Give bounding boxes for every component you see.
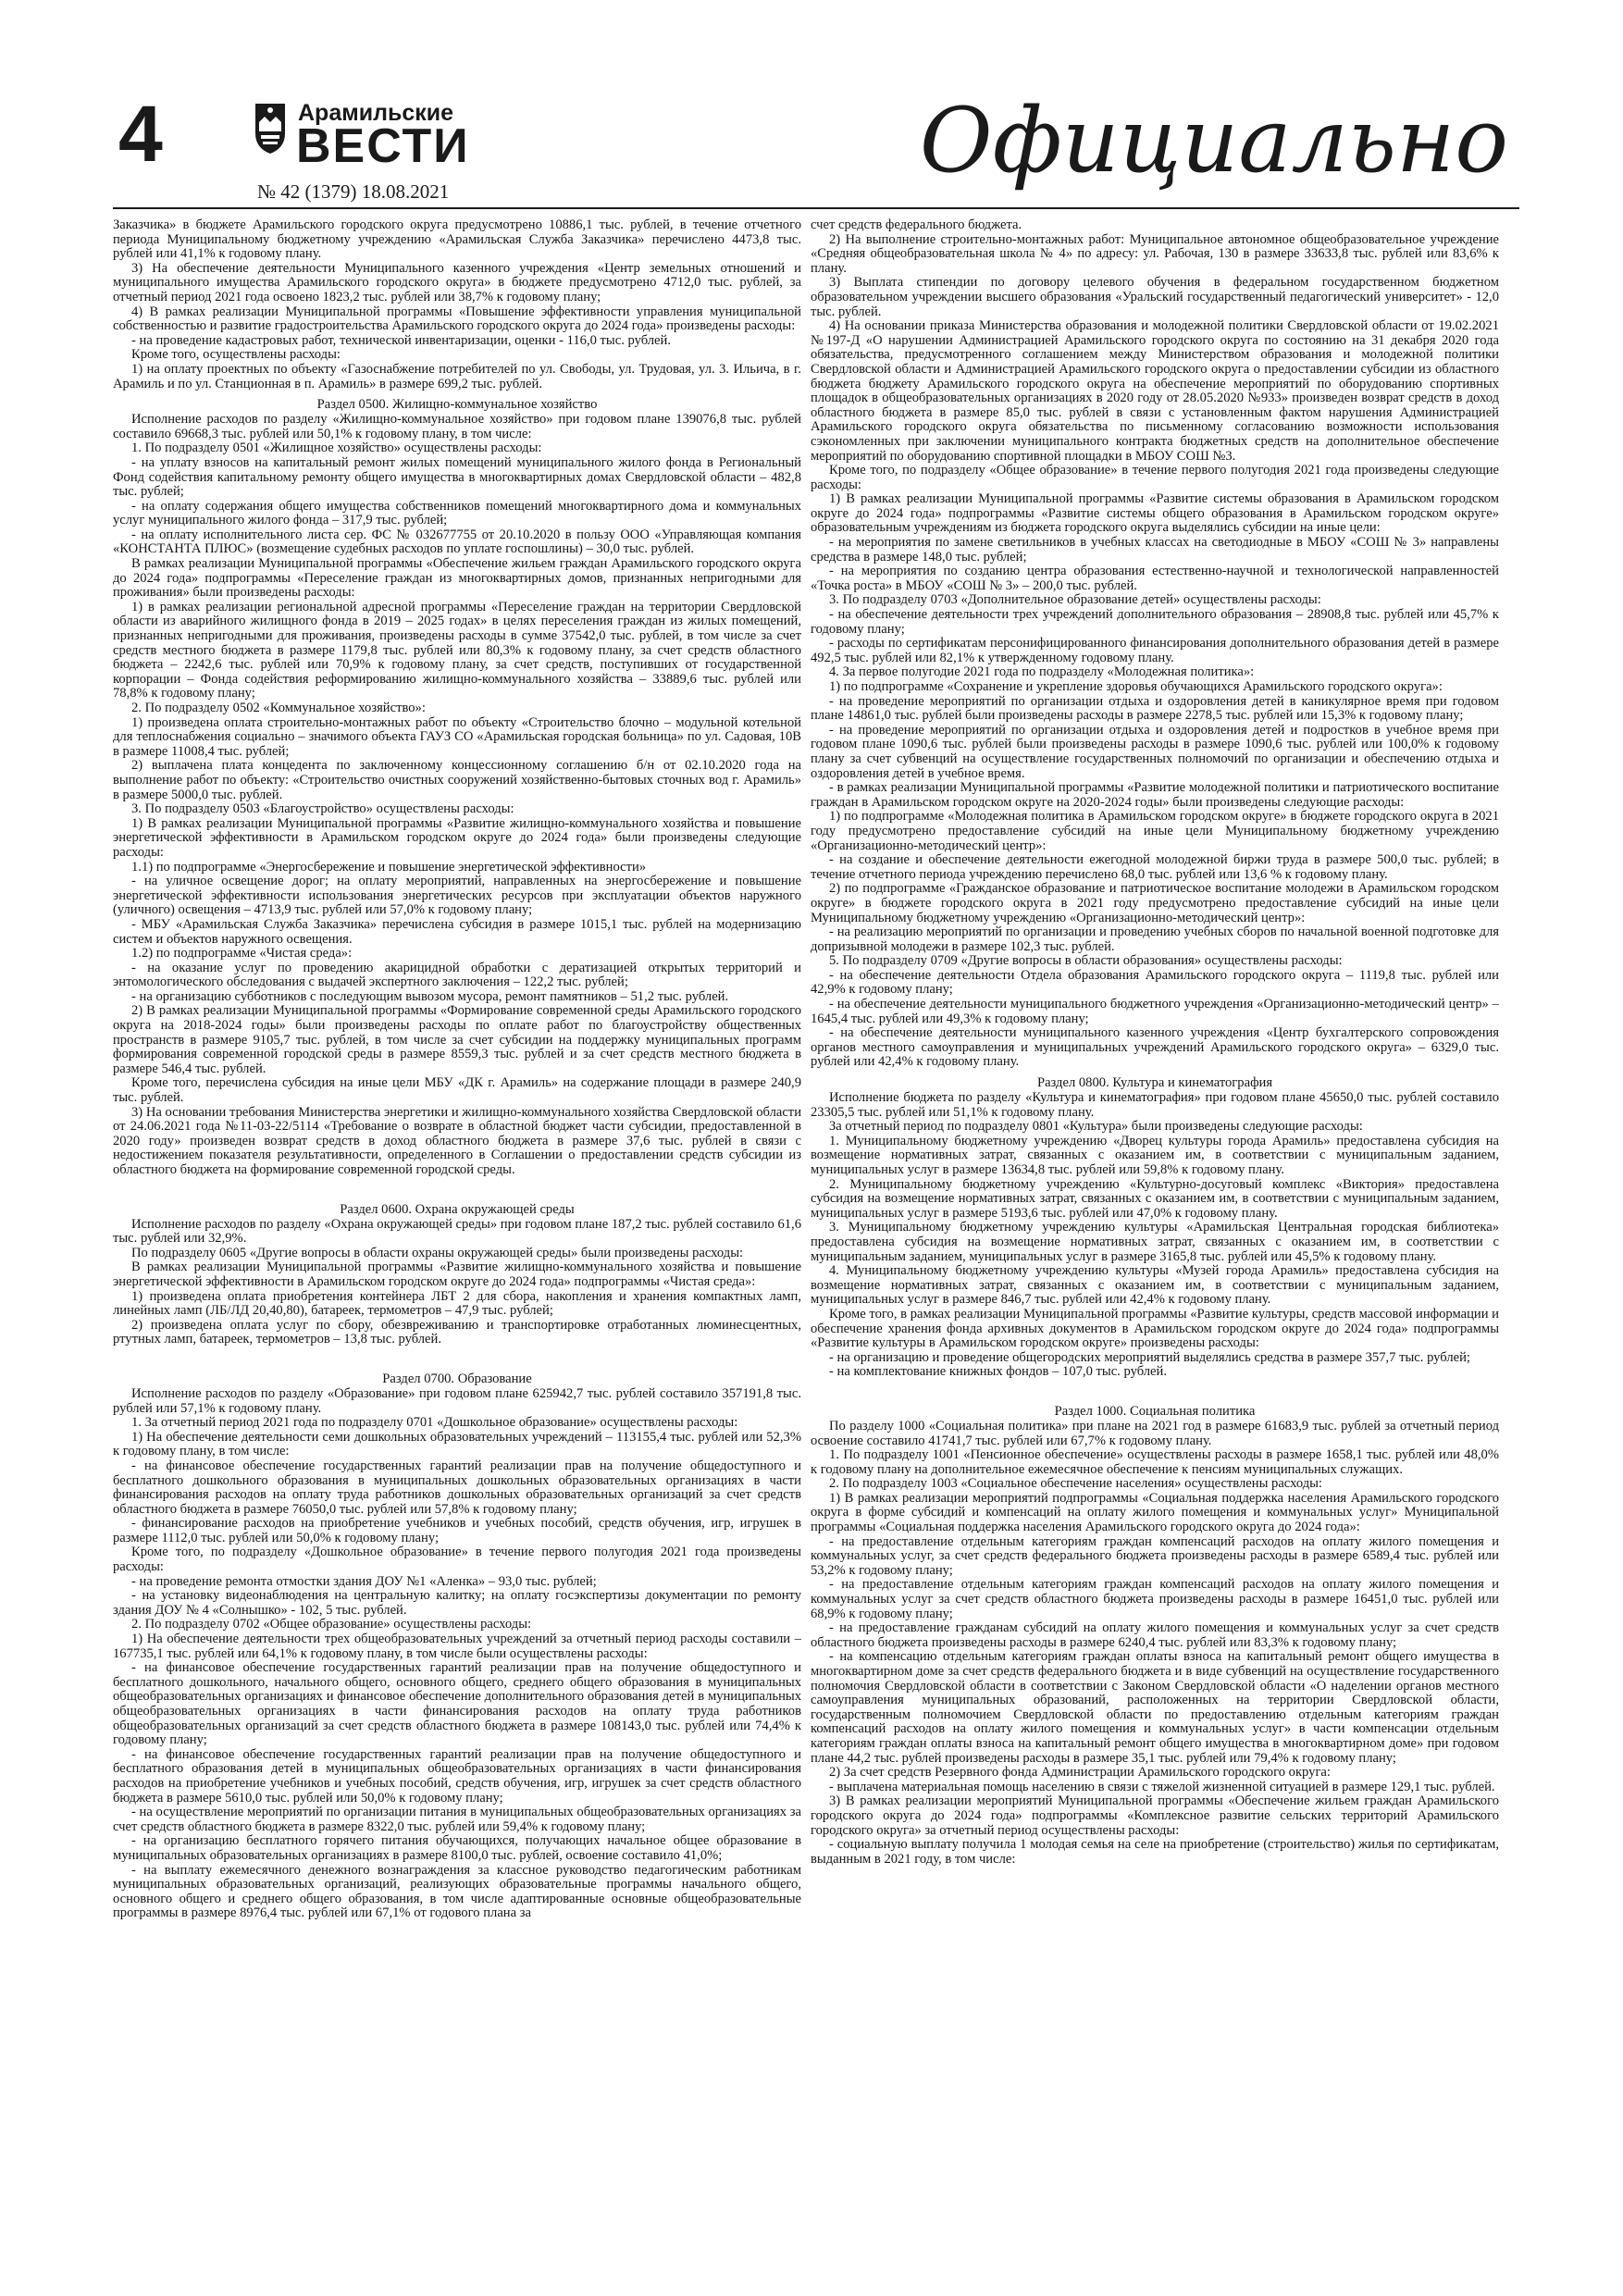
paragraph: По разделу 1000 «Социальная политика» при плане на 2021 год в размере 61683,9 тыс. рублей за отчетный период освоение составило 41741,7 тыс. рублей или 67,7% к годовому плану.: [811, 1418, 1499, 1448]
section-heading: Раздел 0500. Жилищно-коммунальное хозяйство: [316, 397, 598, 413]
paragraph: - на компенсацию отдельным категориям граждан оплаты взноса на капитальный ремонт общего имущества в многоквартирном доме за счет средств федерального бюджета и в виде субвенций на осуществление государственного полномочия Свердловской области в соответствии с Законом Свердловской области «О наделении органов местного самоуправления муниципальных образований, расположенных на территории Свердловской области, государственным полномочием Свердловской области по предоставлению отдельным категориям граждан компенсаций расходов на оплату жилого помещения и коммунальных услуг» в части компенсации отдельным категориям граждан оплаты взноса на капитальный ремонт общего имущества в многоквартирном доме» при годовом плане 44,2 тыс. рублей произведены расходы в размере 35,1 тыс. рублей или 79,4% к годовому плану;: [811, 1649, 1499, 1766]
paragraph: Исполнение бюджета по разделу «Культура и кинематография» при годовом плане 45650,0 тыс. рублей составило 23305,5 тыс. рублей или 51,1% к годовому плану.: [811, 1090, 1499, 1120]
paragraph: 2) В рамках реализации Муниципальной программы «Формирование современной среды Арамильского городского округа на 2018-2024 годы» были произведены расходы по оплате работ по благоустройству общественных пространств в размере 9105,7 тыс. рублей, в том числе за счет субсидии на поддержку муниципальных программ формирования современной городской среды в размере 8559,3 тыс. рублей и за счет средств местного бюджета в размере 546,4 тыс. рублей.: [113, 1003, 801, 1076]
paragraph: - на обеспечение деятельности муниципального бюджетного учреждения «Организационно-методический центр» – 1645,4 тыс. рублей или 49,3% к годовому плану;: [811, 997, 1499, 1026]
paragraph: 4) На основании приказа Министерства образования и молодежной политики Свердловской области от 19.02.2021 №197-Д «О нарушении Администрацией Арамильского городского округа по состоянию на 31 декабря 2020 года обязательства, предусмотренного соглашением между Министерством образования и молодежной политики Свердловской области и Администрацией Арамильского городского округа о предоставлении субсидии из областного бюджета бюджету Арамильского городского округа на обеспечение мероприятий по оборудованию спортивных площадок в общеобразовательных организациях в 2020 году от 28.05.2020 №933» произведен возврат средств в доход областного бюджета в размере 85,0 тыс. рублей в связи с установленным фактом нарушения Администрацией Арамильского городского округа обязательства по письменному согласованию возможности использования сэкономленных при заключении муниципального контракта бюджетных средств на дополнительное обеспечение мероприятий по оборудованию спортивной площадки в МБОУ СОШ №3.: [811, 318, 1499, 464]
paragraph: 2) За счет средств Резервного фонда Администрации Арамильского городского округа:: [829, 1765, 1331, 1781]
paragraph: - на уличное освещение дорог; на оплату мероприятий, направленных на энергосбережение и повышение энергетической эффективности использования энергетических ресурсов при эксплуатации объектов наружного (уличного) освещения – 4713,9 тыс. рублей или 57,0% к годовому плану;: [113, 874, 801, 918]
section-title: Официально: [919, 89, 1508, 192]
paragraph: 4. За первое полугодие 2021 года по подразделу «Молодежная политика»:: [829, 664, 1255, 680]
paragraph: 1) В рамках реализации Муниципальной программы «Развитие системы образования в Арамильском городском округе до 2024 года» подпрограммы «Развитие системы общего образования в Арамильском городском округе» образовательным учреждениям из бюджета городского округа выделялись субсидии на иные цели:: [811, 491, 1499, 536]
logo-main-text: ВЕСТИ: [296, 119, 470, 173]
paragraph: 3. Муниципальному бюджетному учреждению культуры «Арамильская Центральная городская библиотека» предоставлена субсидия на возмещение нормативных затрат, связанных с оказанием им, в соответствии с муниципальным заданием, муниципальных услуг в размере 3165,8 тыс. рублей или 45,5% к годовому плану.: [811, 1220, 1499, 1264]
paragraph: 5. По подразделу 0709 «Другие вопросы в области образования» осуществлены расходы:: [829, 953, 1343, 969]
paragraph: 1. За отчетный период 2021 года по подразделу 0701 «Дошкольное образование» осуществлены расходы:: [131, 1415, 738, 1431]
paragraph: Кроме того, осуществлены расходы:: [131, 347, 341, 363]
paragraph: - на проведение мероприятий по организации отдыха и оздоровления детей и подростков в учебное время при годовом плане 1090,6 тыс. рублей были произведены расходы в размере 1090,6 тыс. рублей или 100,0% к годовому плану за счет субвенций на осуществление государственных полномочий по организации и обеспечению отдыха и оздоровления детей в учебное время.: [811, 722, 1499, 781]
paragraph: - на обеспечение деятельности Отдела образования Арамильского городского округа – 1119,8 тыс. рублей или 42,9% к годовому плану;: [811, 967, 1499, 998]
paragraph: 1) по подпрограмме «Сохранение и укрепление здоровья обучающихся Арамильского городского округа»:: [829, 679, 1443, 694]
paragraph: Исполнение расходов по разделу «Образование» при годовом плане 625942,7 тыс. рублей составило 357191,8 тыс. рублей или 57,1% к годовому плану.: [113, 1385, 801, 1416]
paragraph: Кроме того, перечислена субсидия на иные цели МБУ «ДК г. Арамиль» на содержание площади в размере 240,9 тыс. рублей.: [113, 1075, 801, 1106]
section-heading: Раздел 0700. Образование: [382, 1371, 532, 1386]
paragraph: За отчетный период по подразделу 0801 «Культура» были произведены следующие расходы:: [829, 1119, 1363, 1135]
paragraph: - на мероприятия по замене светильников в учебных классах на светодиодные в МБОУ «СОШ № 3» направлены средства в размере 148,0 тыс. рублей;: [811, 535, 1499, 565]
right-column: [811, 218, 1499, 2254]
paragraph: 3) Выплата стипендии по договору целевого обучения в федеральном государственном бюджетном образовательном учреждении высшего образования «Уральский государственный педагогический университет» - 12,0 тыс. рублей.: [811, 275, 1499, 319]
paragraph: 3. По подразделу 0503 «Благоустройство» осуществлены расходы:: [131, 801, 514, 817]
paragraph: 4. Муниципальному бюджетному учреждению культуры «Музей города Арамиль» предоставлена субсидия на возмещение нормативных затрат, связанных с оказанием им, в соответствии с муниципальным заданием, муниципальных услуг в размере 846,7 тыс. рублей или 42,4% к годовому плану.: [811, 1263, 1499, 1308]
left-column: [113, 218, 801, 2254]
paragraph: - на предоставление отдельным категориям граждан компенсаций расходов на оплату жилого помещения и коммунальных услуг за счет средств областного бюджета произведены расходы в размере 16451,0 тыс. рублей или 68,9% к годовому плану;: [811, 1577, 1499, 1621]
masthead: [113, 78, 1519, 207]
paragraph: Исполнение расходов по разделу «Жилищно-коммунальное хозяйство» при годовом плане 139076,8 тыс. рублей составило 69668,3 тыс. рублей или 50,1% к годовому плану, в том числе:: [113, 412, 801, 441]
section-heading: Раздел 1000. Социальная политика: [1054, 1403, 1256, 1419]
paragraph: Кроме того, по подразделу «Дошкольное образование» в течение первого полугодия 2021 года произведены расходы:: [113, 1545, 801, 1575]
paragraph: 1) по подпрограмме «Молодежная политика в Арамильском городском округе» в бюджете городского округа в 2021 году предусмотрено предоставление субсидий на иные цели Муниципальному бюджетному учреждению «Организационно-методический центр»:: [811, 809, 1499, 853]
paragraph: Исполнение расходов по разделу «Охрана окружающей среды» при годовом плане 187,2 тыс. рублей составило 61,6 тыс. рублей или 32,9%.: [113, 1216, 801, 1247]
paragraph: - на проведение ремонта отмостки здания ДОУ №1 «Аленка» – 93,0 тыс. рублей;: [131, 1573, 597, 1589]
paragraph: - финансирование расходов на приобретение учебников и учебных пособий, средств обучения, игр, игрушек в размере 1112,0 тыс. рублей или 50,0% к годовому плану;: [113, 1516, 801, 1545]
logo-top-text: Арамильские: [298, 100, 454, 126]
paragraph: - на организацию субботников с последующим вывозом мусора, ремонт памятников – 51,2 тыс. рублей.: [131, 988, 729, 1004]
paragraph: - на проведение мероприятий по организации отдыха и оздоровления детей в каникулярное время при годовом плане 14861,0 тыс. рублей были произведены расходы в размере 2278,5 тыс. рублей или 15,3% к годовому плану;: [811, 693, 1499, 724]
paragraph: - на проведение кадастровых работ, технической инвентаризации, оценки - 116,0 тыс. рублей.: [131, 332, 671, 348]
paragraph: Кроме того, в рамках реализации Муниципальной программы «Развитие культуры, средств массовой информации и обеспечение хранения фонда архивных документов в Арамильском городском округе до 2024 года» подпрограммы «Развитие культуры в Арамильском городском округе» произведены расходы:: [811, 1306, 1499, 1351]
paragraph: 1. Муниципальному бюджетному учреждению «Дворец культуры города Арамиль» предоставлена субсидия на возмещение нормативных затрат, связанных с оказанием им, в соответствии с муниципальным заданием, муниципальных услуг в размере 13634,8 тыс. рублей или 59,8% к годовому плану.: [811, 1133, 1499, 1177]
paragraph: - на обеспечение деятельности трех учреждений дополнительного образования – 28908,8 тыс. рублей или 45,7% к годовому плану;: [811, 607, 1499, 637]
paragraph: - на организацию бесплатного горячего питания обучающихся, получающих начальное общее образование в муниципальных образовательных организациях в размере 8100,0 тыс. рублей, освоение составило 41,0%;: [113, 1833, 801, 1863]
paragraph: - на выплату ежемесячного денежного вознаграждения за классное руководство педагогическим работникам муниципальных образовательных организаций, реализующих образовательные программы начального общего, основного общего и среднего общего образования, в том числе адаптированные основные общеобразовательные программы в размере 8976,4 тыс. рублей или 67,1% от годового плана за: [113, 1862, 801, 1921]
paragraph: 1. По подразделу 1001 «Пенсионное обеспечение» осуществлены расходы в размере 1658,1 тыс. рублей или 48,0% к годовому плану на дополнительное ежемесячное обеспечение к пенсиям муниципальных служащих.: [811, 1447, 1499, 1477]
paragraph: Кроме того, по подразделу «Общее образование» в течение первого полугодия 2021 года произведены следующие расходы:: [811, 463, 1499, 492]
paragraph: - на создание и обеспечение деятельности ежегодной молодежной биржи труда в размере 500,0 тыс. рублей; в течение отчетного периода учреждению перечислено 68,0 тыс. рублей или 13,6 % к годовому плану.: [811, 852, 1499, 882]
paragraph: 2. По подразделу 0502 «Коммунальное хозяйство»:: [131, 701, 426, 715]
city-emblem-icon: [252, 102, 289, 155]
paragraph: 3) На основании требования Министерства энергетики и жилищно-коммунального хозяйства Свердловской области от 24.06.2021 года №11-03-22/5114 «Требование о возврате в областной бюджет части субсидии, предоставленной в 2020 году» произведен возврат средств в доход областного бюджета в размере 37,6 тыс. рублей в связи с недостижением показателя результативности, определенного в Соглашении о предоставлении средств субсидии из областного бюджета на формирование современной городской среды.: [113, 1104, 801, 1177]
paragraph: 4) В рамках реализации Муниципальной программы «Повышение эффективности управления муниципальной собственностью и развитие градостроительства Арамильского городского округа до 2024 года» произведены расходы:: [113, 304, 801, 334]
paragraph: 2) произведена оплата услуг по сбору, обезвреживанию и транспортировке отработанных люминесцентных, ртутных ламп, батареек, термометров – 13,8 тыс. рублей.: [113, 1317, 801, 1347]
paragraph: - на оказание услуг по проведению акарицидной обработки с дератизацией открытых территорий и энтомологического обследования с выдачей экспертного заключения – 122,2 тыс. рублей;: [113, 960, 801, 990]
paragraph: 1) в рамках реализации региональной адресной программы «Переселение граждан на территории Свердловской области из аварийного жилищного фонда в 2019 – 2025 годах» в целях переселения граждан из жилых помещений, признанных непригодными для проживания, произведены расходы в сумме 37542,0 тыс. рублей, в том числе за счет средств местного бюджета в размере 1179,8 тыс. рублей или 80,3% к годовому плану, за счет средств областного бюджета – 2242,6 тыс. рублей или 70,9% к годовому плану, за счет средств, поступивших от государственной корпорации – Фонда содействия реформированию жилищно-коммунального хозяйства – 33889,6 тыс. рублей или 78,8% к годовому плану;: [113, 599, 801, 701]
paragraph: - на организацию и проведение общегородских мероприятий выделялись средства в размере 357,7 тыс. рублей;: [829, 1349, 1470, 1365]
paragraph: - на финансовое обеспечение государственных гарантий реализации прав на получение общедоступного и бесплатного дошкольного образования в муниципальных дошкольных образовательных организациях в части финансирования расходов на оплату труда работников дошкольных образовательных организаций за счет средств областного бюджета в размере 76050,0 тыс. рублей или 57,8% к годовому плану;: [113, 1458, 801, 1517]
issue-number-date: № 42 (1379) 18.08.2021: [257, 180, 450, 203]
paragraph: - на комплектование книжных фондов – 107,0 тыс. рублей.: [829, 1364, 1167, 1380]
paragraph: 1) На обеспечение деятельности семи дошкольных образовательных учреждений – 113155,4 тыс. рублей или 52,3% к годовому плану, в том числе:: [113, 1429, 801, 1459]
paragraph: - на установку видеонаблюдения на центральную калитку; на оплату госэкспертизы документации по ремонту здания ДОУ № 4 «Солнышко» - 102, 5 тыс. рублей.: [113, 1588, 801, 1618]
paragraph: - на финансовое обеспечение государственных гарантий реализации прав на получение общедоступного и бесплатного образования детей в муниципальных общеобразовательных организациях в части финансирования расходов на приобретение учебников и учебных пособий, средств обучения, игр, игрушек за счет средств областного бюджета в размере 5610,0 тыс. рублей или 50,0% к годовому плану;: [113, 1746, 801, 1806]
paragraph: 2. По подразделу 1003 «Социальное обеспечение населения» осуществлены расходы:: [829, 1476, 1322, 1492]
paragraph: - на оплату исполнительного листа сер. ФС № 032677755 от 20.10.2020 в пользу ООО «Управляющая компания «КОНСТАНТА ПЛЮС» (возмещение судебных расходов по уплате госпошлины) – 30,0 тыс. рублей.: [113, 527, 801, 557]
paragraph: - расходы по сертификатам персонифицированного финансирования дополнительного образования детей в размере 492,5 тыс. рублей или 82,1% к утвержденному годовому плану.: [811, 636, 1499, 665]
newspaper-logo: [252, 98, 474, 181]
paragraph: 3) В рамках реализации мероприятий Муниципальной программы «Обеспечение жильем граждан Арамильского городского округа до 2024 года» подпрограммы «Комплексное развитие сельских территорий Арамильского городского округа» за отчетный период осуществлены расходы:: [811, 1793, 1499, 1838]
paragraph: Заказчика» в бюджете Арамильского городского округа предусмотрено 10886,1 тыс. рублей, в течение отчетного периода Муниципальному бюджетному учреждению «Арамильская Служба Заказчика» перечислено 4473,8 тыс. рублей или 41,1% к годовому плану.: [113, 218, 801, 262]
paragraph: 3. По подразделу 0703 «Дополнительное образование детей» осуществлены расходы:: [829, 592, 1321, 608]
paragraph: - на реализацию мероприятий по организации и проведению учебных сборов по начальной военной подготовке для допризывной молодежи в размере 102,3 тыс. рублей.: [811, 925, 1499, 954]
paragraph: 1) произведена оплата строительно-монтажных работ по объекту «Строительство блочно – модульной котельной для теплоснабжения социально – значимого объекта ГАУЗ СО «Арамильская городская больница» по ул. Садовая, 10В в размере 11008,4 тыс. рублей;: [113, 714, 801, 759]
paragraph: счет средств федерального бюджета.: [811, 218, 1022, 232]
paragraph: 1) В рамках реализации Муниципальной программы «Развитие жилищно-коммунального хозяйства и повышение энергетической эффективности в Арамильском городском округе до 2024 года» были произведены следующие расходы:: [113, 815, 801, 860]
paragraph: 1) На обеспечение деятельности трех общеобразовательных учреждений за отчетный период расходы составили – 167735,1 тыс. рублей или 64,1% к годовому плану, в том числе были осуществлены расходы:: [113, 1632, 801, 1661]
paragraph: - на оплату содержания общего имущества собственников помещений многоквартирного дома и коммунальных услуг муниципального жилого фонда – 317,9 тыс. рублей;: [113, 498, 801, 528]
paragraph: 2. Муниципальному бюджетному учреждению «Культурно-досуговый комплекс «Виктория» предоставлена субсидия на возмещение нормативных затрат, связанных с оказанием им, в соответствии с муниципальным заданием, муниципальных услуг в размере 5193,6 тыс. рублей или 47,0% к годовому плану.: [811, 1176, 1499, 1221]
paragraph: 2. По подразделу 0702 «Общее образование» осуществлены расходы:: [131, 1617, 532, 1632]
paragraph: 2) На выполнение строительно-монтажных работ: Муниципальное автономное общеобразовательное учреждение «Средняя общеобразовательная школа № 4» по адресу: ул. Рабочая, 130 в размере 33633,8 тыс. рублей или 83,6% к плану.: [811, 231, 1499, 276]
section-heading: Раздел 0600. Охрана окружающей среды: [340, 1201, 575, 1217]
paragraph: 2) по подпрограмме «Гражданское образование и патриотическое воспитание молодежи в Арамильском городском округе» в бюджете городского округа в 2021 году предусмотрено предоставление субсидий на иные цели Муниципальному бюджетному учреждению «Организационно-методический центр»:: [811, 881, 1499, 925]
paragraph: - в рамках реализации Муниципальной программы «Развитие молодежной политики и патриотического воспитание граждан в Арамильском городском округе на 2020-2024 годы» были произведены следующие расходы:: [811, 780, 1499, 810]
paragraph: - на предоставление отдельным категориям граждан компенсаций расходов на оплату жилого помещения и коммунальных услуг, за счет средств федерального бюджета произведены расходы в размере 6589,4 тыс. рублей или 53,2% к годовому плану;: [811, 1533, 1499, 1578]
paragraph: 1) на оплату проектных по объекту «Газоснабжение потребителей по ул. Свободы, ул. Трудовая, ул. 3. Ильича, в г. Арамиль и по ул. Станционная в п. Арамиль» в размере 699,2 тыс. рублей.: [113, 361, 801, 391]
paragraph: - на обеспечение деятельности муниципального казенного учреждения «Центр бухгалтерского сопровождения органов местного самоуправления и муниципальных учреждений Арамильского городского округа» – 6329,0 тыс. рублей или 42,4% к годовому плану.: [811, 1025, 1499, 1070]
paragraph: 1) В рамках реализации мероприятий подпрограммы «Социальная поддержка населения Арамильского городского округа в форме субсидий и компенсаций на оплату жилого помещения и коммунальных услуг» Муниципальной программы «Социальная поддержка населения Арамильского городского округа до 2024 года»:: [811, 1490, 1499, 1535]
paragraph: 1.1) по подпрограмме «Энергосбережение и повышение энергетической эффективности»: [131, 859, 647, 875]
paragraph: - на предоставление гражданам субсидий на оплату жилого помещения и коммунальных услуг за счет средств областного бюджета произведены расходы в размере 6240,4 тыс. рублей или 83,3% к годовому плану;: [811, 1620, 1499, 1650]
page-number: 4: [118, 90, 163, 179]
paragraph: - на мероприятия по созданию центра образования естественно-научной и технологической направленностей «Точка роста» в МБОУ «СОШ № 3» – 200,0 тыс. рублей.: [811, 564, 1499, 593]
paragraph: 1. По подразделу 0501 «Жилищное хозяйство» осуществлены расходы:: [131, 441, 542, 456]
header-divider: [113, 207, 1519, 209]
paragraph: 1) произведена оплата приобретения контейнера ЛБТ 2 для сбора, накопления и хранения компактных ламп, линейных ламп (ЛБ/ЛД 20,40,80), батареек, термометров – 47,9 тыс. рублей;: [113, 1288, 801, 1319]
paragraph: - социальную выплату получила 1 молодая семья на селе на приобретение (строительство) жилья по сертификатам, выданным в 2021 году, в том числе:: [811, 1837, 1499, 1867]
paragraph: - выплачена материальная помощь населению в связи с тяжелой жизненной ситуацией в размере 129,1 тыс. рублей.: [829, 1779, 1495, 1794]
paragraph: 1.2) по подпрограмме «Чистая среда»:: [131, 946, 353, 962]
section-heading: Раздел 0800. Культура и кинематография: [1036, 1075, 1273, 1091]
paragraph: В рамках реализации Муниципальной программы «Развитие жилищно-коммунального хозяйства и повышение энергетической эффективности в Арамильском городском округе до 2024 года» подпрограммы «Чистая среда»:: [113, 1260, 801, 1289]
paragraph: - МБУ «Арамильская Служба Заказчика» перечислена субсидия в размере 1015,1 тыс. рублей на модернизацию систем и объектов наружного освещения.: [113, 916, 801, 947]
paragraph: 2) выплачена плата концедента по заключенному концессионному соглашению б/н от 02.10.2020 года на выполнение работ по объекту: «Строительство очистных сооружений хозяйственно-бытовых сточных вод г. Арамиль» в размере 5000,0 тыс. рублей.: [113, 758, 801, 802]
paragraph: - на осуществление мероприятий по организации питания в муниципальных общеобразовательных организациях за счет средств областного бюджета в размере 8322,0 тыс. рублей или 59,4% к годовому плану;: [113, 1805, 801, 1834]
paragraph: В рамках реализации Муниципальной программы «Обеспечение жильем граждан Арамильского городского округа до 2024 года» подпрограммы «Переселение граждан из многоквартирных домов, признанных непригодными для проживания» были произведены расходы:: [113, 556, 801, 601]
paragraph: - на финансовое обеспечение государственных гарантий реализации прав на получение общедоступного и бесплатного дошкольного, начального общего, основного общего, среднего общего образования в муниципальных общеобразовательных организациях и финансовое обеспечение дополнительного образования детей в муниципальных общеобразовательных организациях в части финансирования расходов на оплату труда работников общеобразовательных организаций за счет средств областного бюджета в размере 108143,0 тыс. рублей или 74,4% к годовому плану;: [113, 1660, 801, 1748]
paragraph: 3) На обеспечение деятельности Муниципального казенного учреждения «Центр земельных отношений и муниципального имущества Арамильского городского округа» в бюджете предусмотрено 4712,0 тыс. рублей, за отчетный период 2021 года освоено 1823,2 тыс. рублей или 38,7% к годовому плану;: [113, 260, 801, 304]
paragraph: - на уплату взносов на капитальный ремонт жилых помещений муниципального жилого фонда в Региональный Фонд содействия капитальному ремонту общего имущества в многоквартирных домах Свердловской области – 482,8 тыс. рублей;: [113, 454, 801, 500]
paragraph: По подразделу 0605 «Другие вопросы в области охраны окружающей среды» были произведены расходы:: [131, 1245, 744, 1260]
